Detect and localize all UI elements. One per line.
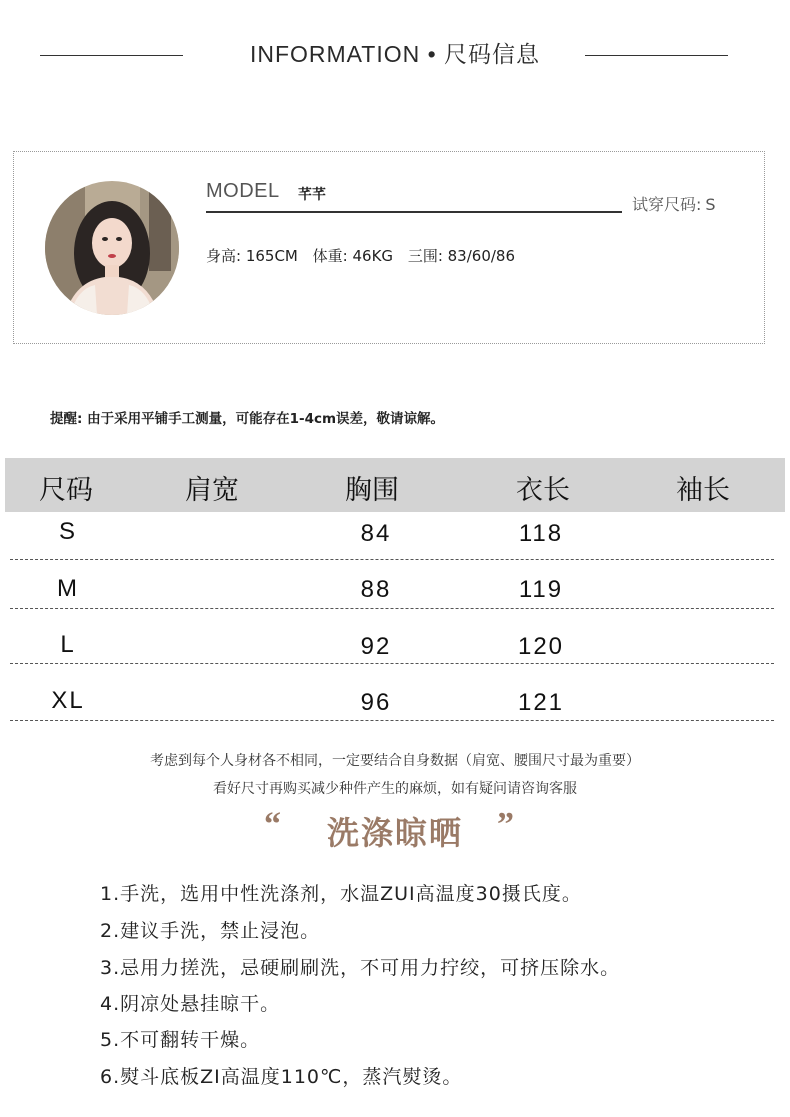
size-note-2: 看好尺寸再购买减少种件产生的麻烦，如有疑问请咨询客服 [213, 781, 577, 797]
row-l-size: L [60, 631, 76, 658]
wash-item-5: 5.不可翻转干燥。 [100, 1029, 261, 1051]
try-size-value: S [705, 195, 716, 214]
measurement-notice: 提醒: 由于采用平铺手工测量，可能存在1-4cm误差，敬请谅解。 [50, 411, 445, 427]
row-separator [10, 663, 774, 664]
model-measurements: 三围: 83/60/86 [407, 247, 516, 265]
row-s-size: S [58, 518, 78, 545]
col-header-shoulder: 肩宽 [185, 475, 239, 506]
row-separator [10, 559, 774, 560]
model-avatar [45, 181, 179, 315]
row-m-length: 119 [518, 576, 564, 603]
page-title: INFORMATION • 尺码信息 [249, 41, 541, 67]
wash-title: 洗涤晾晒 [326, 814, 463, 852]
model-underline [206, 211, 622, 213]
model-name: 芊芊 [298, 187, 326, 203]
try-size-label: 试穿尺码: [632, 195, 702, 214]
model-weight: 体重: 46KG [312, 247, 394, 265]
row-xl-size: XL [51, 687, 85, 714]
row-xl-length: 121 [517, 689, 565, 716]
model-stats [206, 245, 525, 266]
row-l-length: 120 [517, 633, 565, 660]
row-s-chest: 84 [360, 520, 392, 547]
row-separator [10, 608, 774, 609]
size-note-1: 考虑到每个人身材各不相同，一定要结合自身数据（肩宽、腰围尺寸最为重要） [150, 753, 640, 769]
model-label: MODEL [206, 180, 280, 202]
col-header-length: 衣长 [516, 475, 570, 506]
row-xl-chest: 96 [360, 689, 392, 716]
col-header-size: 尺码 [39, 475, 93, 506]
row-l-chest: 92 [360, 633, 392, 660]
header-rule-right [585, 55, 728, 56]
wash-item-4: 4.阴凉处悬挂晾干。 [100, 993, 281, 1015]
row-separator [10, 720, 774, 721]
open-quote: “ [264, 806, 281, 843]
row-m-chest: 88 [360, 576, 392, 603]
wash-item-3: 3.忌用力搓洗，忌硬刷刷洗，不可用力拧绞，可挤压除水。 [100, 957, 621, 979]
try-size [632, 192, 716, 215]
wash-item-6: 6.熨斗底板ZI高温度110℃，蒸汽熨烫。 [100, 1066, 463, 1088]
col-header-sleeve: 袖长 [676, 475, 730, 506]
wash-item-2: 2.建议手洗，禁止浸泡。 [100, 920, 321, 942]
row-m-size: M [57, 575, 79, 602]
row-s-length: 118 [518, 520, 564, 547]
close-quote: ” [497, 806, 514, 843]
col-header-chest: 胸围 [345, 475, 399, 506]
wash-item-1: 1.手洗，选用中性洗涤剂，水温ZUI高温度30摄氏度。 [100, 883, 582, 905]
model-height: 身高: 165CM [206, 247, 298, 265]
